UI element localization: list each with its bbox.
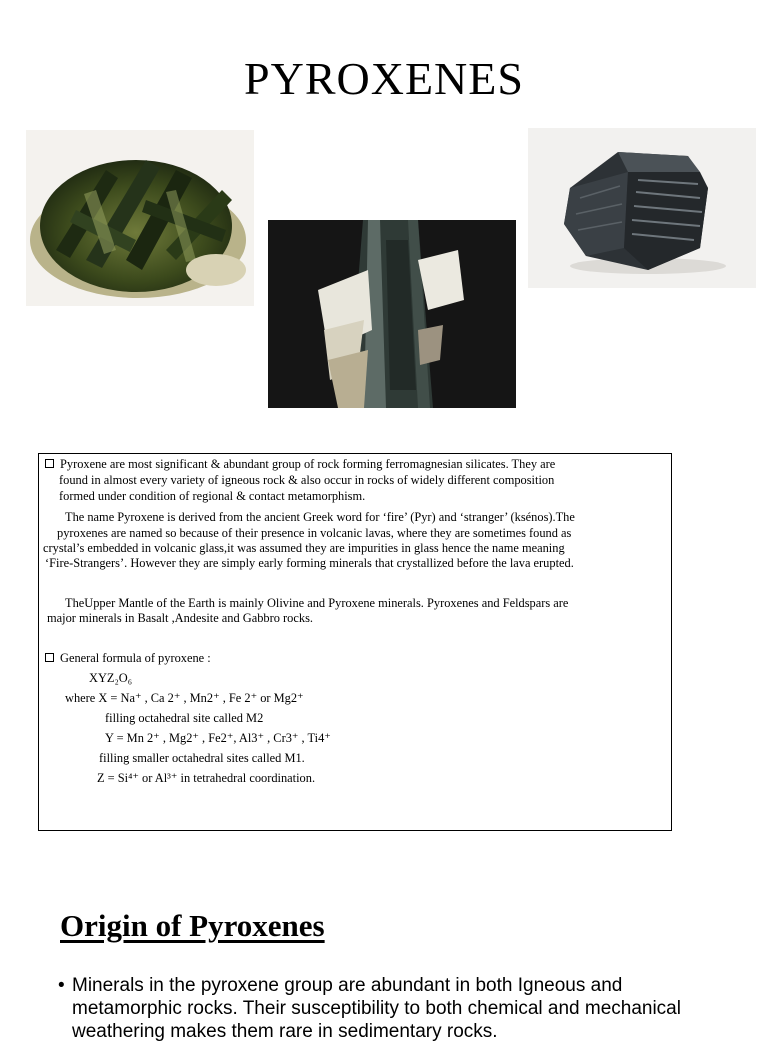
- paragraph-1-line-2: found in almost every variety of igneous rock & also occur in rocks of widely different composition: [59, 473, 555, 487]
- mineral-photo-green-crystal-cluster: [26, 130, 254, 306]
- pyroxene-description-box: [38, 453, 672, 831]
- formula-title: General formula of pyroxene :: [45, 651, 211, 667]
- origin-line-1: Minerals in the pyroxene group are abundant in both Igneous and: [72, 975, 623, 996]
- mineral-photo-dark-prism-with-white-crystals: [268, 220, 516, 408]
- formula-x-line: where X = Na⁺ , Ca 2⁺ , Mn2⁺ , Fe 2⁺ or Mg2⁺: [65, 691, 304, 705]
- formula-y-line: Y = Mn 2⁺ , Mg2⁺ , Fe2⁺, Al3⁺ , Cr3⁺ , Ti4⁺: [105, 731, 331, 745]
- checkbox-bullet-icon: [45, 653, 54, 662]
- formula-x-site: filling octahedral site called M2: [105, 711, 264, 725]
- checkbox-bullet-icon: [45, 459, 54, 468]
- formula-main: XYZ₂O₆: [89, 671, 133, 685]
- paragraph-2-line-4: ‘Fire-Strangers’. However they are simply early forming minerals that crystallized before the lava erupted.: [45, 556, 574, 570]
- page-title: PYROXENES: [244, 53, 524, 104]
- paragraph-2-line-2: pyroxenes are named so because of their presence in volcanic lavas, where they are sometimes found as: [57, 526, 572, 540]
- paragraph-3-line-1: TheUpper Mantle of the Earth is mainly Olivine and Pyroxene minerals. Pyroxenes and Feldspars are: [65, 596, 569, 610]
- section-heading-origin: Origin of Pyroxenes: [60, 908, 325, 943]
- paragraph-2-line-3: crystal’s embedded in volcanic glass,it was assumed they are impurities in glass hence the name meaning: [43, 541, 565, 555]
- origin-line-3: weathering makes them rare in sedimentary rocks.: [72, 1021, 498, 1042]
- paragraph-3-line-2: major minerals in Basalt ,Andesite and Gabbro rocks.: [47, 611, 313, 625]
- origin-line-2: metamorphic rocks. Their susceptibility to both chemical and mechanical: [72, 998, 681, 1019]
- mineral-photo-black-crystal: [528, 128, 756, 288]
- paragraph-1-line-3: formed under condition of regional & contact metamorphism.: [59, 489, 366, 503]
- formula-y-site: filling smaller octahedral sites called M1.: [99, 751, 305, 765]
- paragraph-2-line-1: The name Pyroxene is derived from the ancient Greek word for ‘fire’ (Pyr) and ‘stranger’ (ksénos).The: [65, 510, 575, 524]
- bullet-dot: •: [58, 975, 65, 996]
- paragraph-1-line-1: Pyroxene are most significant & abundant group of rock forming ferromagnesian silicates. They are: [45, 457, 555, 473]
- formula-z-line: Z = Si⁴⁺ or Al³⁺ in tetrahedral coordination.: [97, 771, 316, 785]
